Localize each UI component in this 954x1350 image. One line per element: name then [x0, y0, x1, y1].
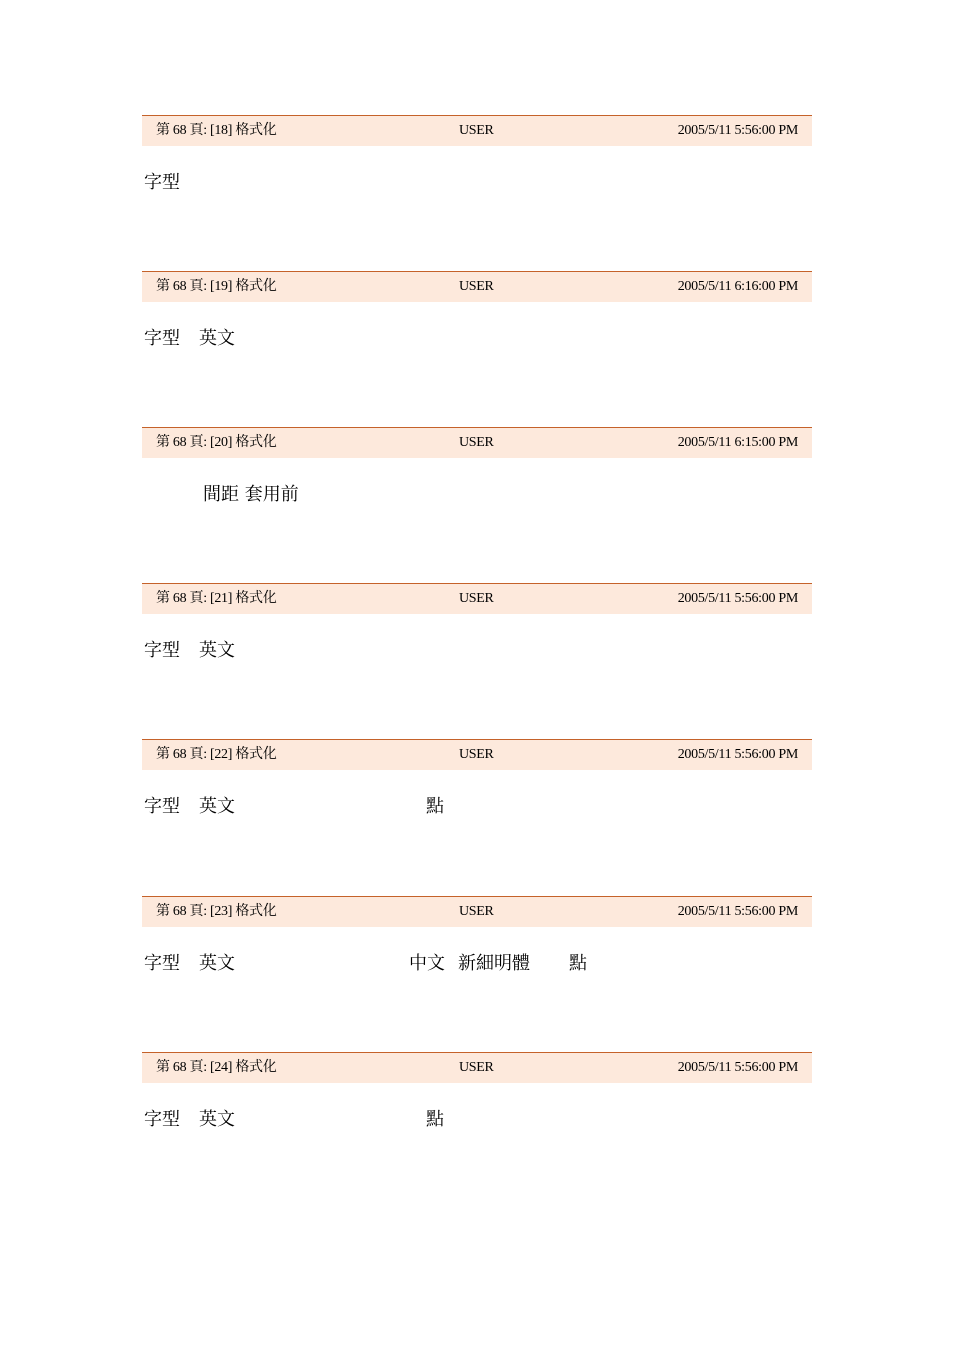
revision-timestamp: 2005/5/11 6:15:00 PM [677, 435, 798, 450]
font-word: 字型 [144, 953, 180, 974]
revision-body [142, 168, 812, 198]
revision-label: 第 68 頁: [23] 格式化 [156, 904, 277, 919]
revision-user: USER [459, 123, 494, 138]
revision-label: 第 68 頁: [22] 格式化 [156, 747, 277, 762]
revision-entry [142, 115, 812, 198]
revision-user: USER [459, 747, 494, 762]
revision-user: USER [459, 1060, 494, 1075]
revision-body [142, 949, 812, 979]
chinese-word: 中文 [409, 953, 445, 974]
revision-entry [142, 271, 812, 354]
font-word: 字型 [144, 1109, 180, 1130]
revision-entry [142, 896, 812, 979]
revision-header [142, 1052, 812, 1083]
revision-label: 第 68 頁: [20] 格式化 [156, 435, 277, 450]
revision-timestamp: 2005/5/11 5:56:00 PM [677, 1060, 798, 1075]
revision-user: USER [459, 435, 494, 450]
revision-timestamp: 2005/5/11 5:56:00 PM [677, 123, 798, 138]
revision-header [142, 739, 812, 770]
font-word: 字型 [144, 172, 180, 193]
point-word: 點 [569, 953, 587, 974]
revision-entry [142, 583, 812, 666]
revision-label: 第 68 頁: [18] 格式化 [156, 123, 277, 138]
revision-label: 第 68 頁: [21] 格式化 [156, 591, 277, 606]
english-word: 英文 [199, 640, 235, 661]
revision-timestamp: 2005/5/11 5:56:00 PM [677, 904, 798, 919]
revision-entry [142, 739, 812, 822]
revision-body [142, 792, 812, 822]
english-word: 英文 [199, 796, 235, 817]
english-word: 英文 [199, 953, 235, 974]
revision-user: USER [459, 591, 494, 606]
revision-entry [142, 427, 812, 510]
revision-body [142, 480, 812, 510]
revision-user: USER [459, 279, 494, 294]
revision-label: 第 68 頁: [24] 格式化 [156, 1060, 277, 1075]
revision-header [142, 115, 812, 146]
english-word: 英文 [199, 328, 235, 349]
font-word: 字型 [144, 796, 180, 817]
revision-user: USER [459, 904, 494, 919]
revision-timestamp: 2005/5/11 5:56:00 PM [677, 747, 798, 762]
revision-body [142, 636, 812, 666]
revision-header [142, 427, 812, 458]
font-word: 字型 [144, 328, 180, 349]
english-word: 英文 [199, 1109, 235, 1130]
revision-header [142, 896, 812, 927]
revision-timestamp: 2005/5/11 6:16:00 PM [677, 279, 798, 294]
revision-header [142, 271, 812, 302]
revision-label: 第 68 頁: [19] 格式化 [156, 279, 277, 294]
revision-entry [142, 1052, 812, 1135]
font-word: 字型 [144, 640, 180, 661]
point-word: 點 [426, 796, 444, 817]
font-name: 新細明體 [458, 953, 530, 974]
point-word: 點 [426, 1109, 444, 1130]
revision-header [142, 583, 812, 614]
revision-body [142, 324, 812, 354]
revision-body [142, 1105, 812, 1135]
spacing-text: 間距 套用前 [203, 484, 299, 505]
revision-timestamp: 2005/5/11 5:56:00 PM [677, 591, 798, 606]
